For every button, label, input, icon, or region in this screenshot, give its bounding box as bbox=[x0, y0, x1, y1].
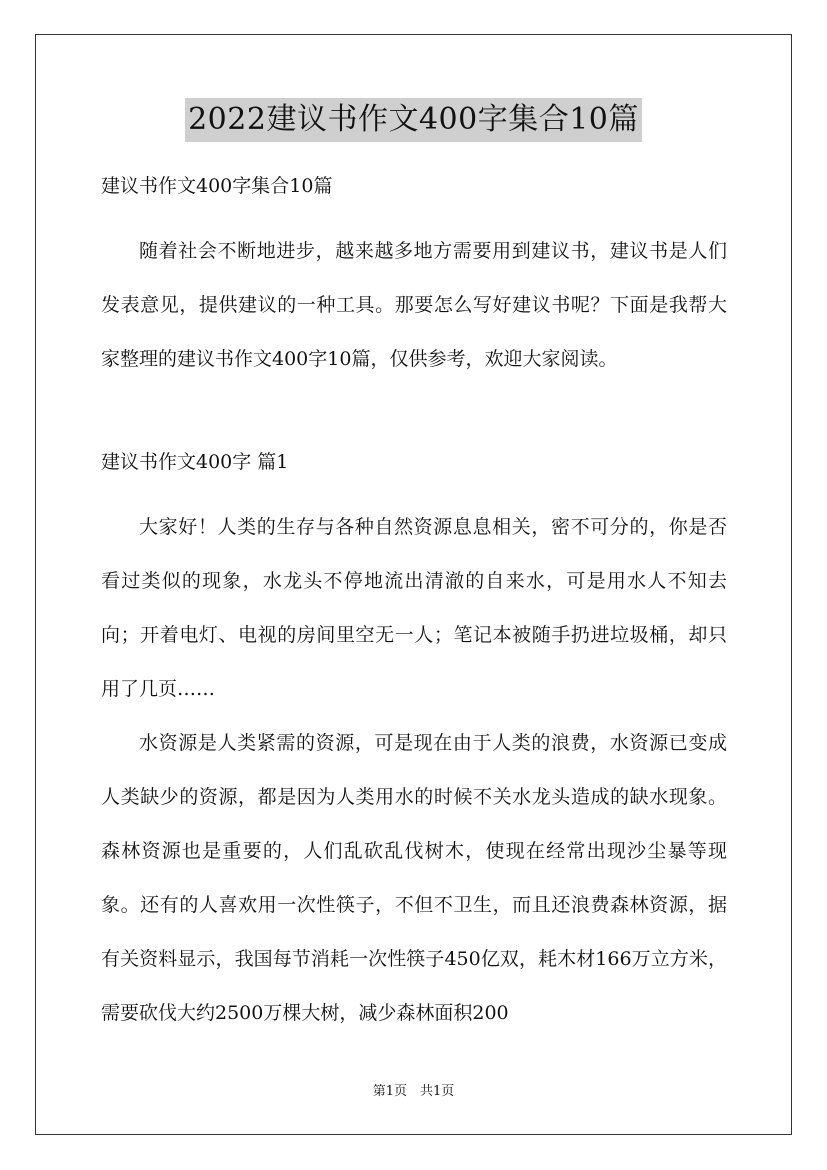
body-paragraph-2: 水资源是人类紧需的资源，可是现在由于人类的浪费，水资源已变成人类缺少的资源，都是因为人类用水的时候不关水龙头造成的缺水现象。森林资源也是重要的，人们乱砍乱伐树木，使现在经常出现沙尘暴等现象。还有的人喜欢用一次性筷子，不但不卫生，而且还浪费森林资源，据有关资料显示，我国每节消耗一次性筷子450亿双，耗木材166万立方米，需要砍伐大约2500万棵大树，减少森林面积200 bbox=[101, 732, 727, 1024]
spacer bbox=[101, 202, 727, 224]
intro-paragraph: 随着社会不断地进步，越来越多地方需要用到建议书，建议书是人们发表意见，提供建议的一种工具。那要怎么写好建议书呢？下面是我帮大家整理的建议书作文400字10篇，仅供参考，欢迎大家阅读。 bbox=[101, 240, 727, 370]
spacer bbox=[101, 486, 727, 500]
spacer bbox=[101, 386, 727, 438]
document-subtitle: 建议书作文400字集合10篇 bbox=[101, 175, 333, 197]
document-body bbox=[101, 170, 727, 1040]
body-paragraph-1: 大家好！人类的生存与各种自然资源息息相关，密不可分的，你是否看过类似的现象，水龙头不停地流出清澈的自来水，可是用水人不知去向；开着电灯、电视的房间里空无一人；笔记本被随手扔进垃圾桶，却只用了几页…… bbox=[101, 516, 727, 700]
title-container bbox=[0, 98, 827, 142]
document-title: 2022建议书作文400字集合10篇 bbox=[185, 98, 642, 142]
page-number-footer: 第1页 共1页 bbox=[372, 1084, 455, 1099]
section-heading: 建议书作文400字 篇1 bbox=[101, 451, 289, 473]
